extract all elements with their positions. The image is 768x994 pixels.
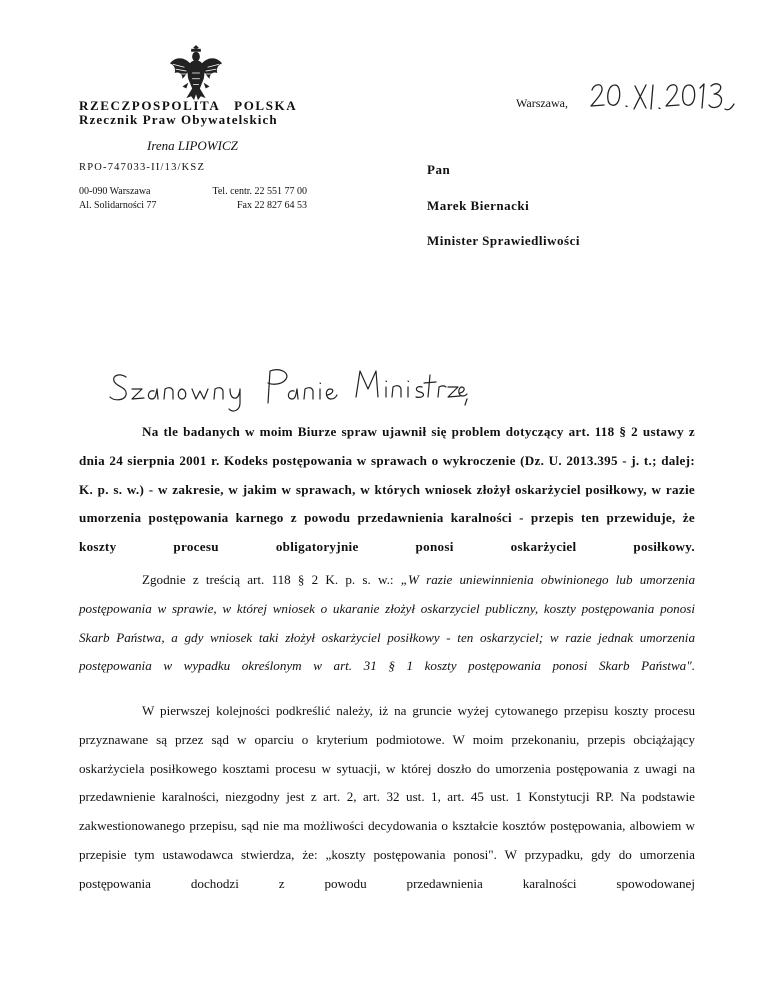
paragraph-2	[79, 566, 695, 681]
paragraph-3	[79, 697, 695, 899]
official-name: Irena LIPOWICZ	[147, 138, 238, 153]
handwritten-greeting	[108, 365, 468, 417]
org-name: RZECZPOSPOLITA POLSKA	[79, 98, 298, 113]
place-label: Warszawa,	[516, 96, 569, 110]
address-block	[79, 185, 157, 213]
org-subtitle: Rzecznik Praw Obywatelskich	[79, 112, 278, 127]
recipient-name: Marek Biernacki	[427, 198, 530, 213]
paragraph-text: W pierwszej kolejności podkreślić należy, iż na gruncie wyżej cytowanego przepisu koszty procesu przyznawane są przez sąd w oparciu o kryterium podmiotowe. W moim przekonaniu, przepis obciążający oskarżyciela posiłkowego kosztami procesu w sytuacji, w której doszło do umorzenia postępowania z uwagi na przedawnienie karalności, niezgodny jest z art. 2, art. 32 ust. 1, art. 45 ust. 1 Konstytucji RP. Na podstawie zakwestionowanego przepisu, sąd nie ma możliwości decydowania o kształcie kosztów postępowania, albowiem w przepisie tym ustawodawca stwierdza, że: „koszty postępowania ponosi". W przypadku, gdy do umorzenia postępowania dochodzi z powodu przedawnienia karalności spowodowanej	[79, 703, 695, 891]
paragraph-1	[79, 418, 695, 562]
handwritten-date	[588, 76, 768, 122]
address-line: Al. Solidarności 77	[79, 200, 157, 211]
fax-line: Fax 22 827 64 53	[237, 200, 307, 211]
contact-block	[203, 185, 307, 213]
reference-number: RPO-747033-II/13/KSZ	[79, 162, 206, 173]
statute-quote: „W razie uniewinnienia obwinionego lub umorzenia postępowania w sprawie, w której wniosek o ukaranie złożył oskarzyciel publiczny, koszty postępowania ponosi Skarb Państwa, a gdy wniosek taki złożył oskarżyciel posiłkowy - ten oskarzyciel; w razie jednak umorzenia postępowania w wypadku określonym w art. 31 § 1 koszty postępowania ponosi Skarb Państwa".	[79, 572, 695, 674]
recipient-title: Minister Sprawiedliwości	[427, 233, 580, 248]
paragraph-text: Na tle badanych w moim Biurze spraw ujawnił się problem dotyczący art. 118 § 2 ustawy z dnia 24 sierpnia 2001 r. Kodeks postępowania w sprawach o wykroczenie (Dz. U. 2013.395 - j. t.; dalej: K. p. s. w.) - w zakresie, w jakim w sprawach, w których wniosek złożył oskarżyciel posiłkowy, w razie umorzenia postępowania karnego z powodu przedawnienia karalności - przepis ten przewiduje, że koszty procesu obligatoryjnie ponosi oskarżyciel posiłkowy.	[79, 424, 695, 555]
recipient-salutation: Pan	[427, 162, 451, 177]
phone-line: Tel. centr. 22 551 77 00	[212, 186, 307, 197]
address-line: 00-090 Warszawa	[79, 186, 151, 197]
eagle-emblem-icon	[167, 44, 225, 102]
paragraph-lead: Zgodnie z treścią art. 118 § 2 K. p. s. w.:	[142, 572, 401, 587]
